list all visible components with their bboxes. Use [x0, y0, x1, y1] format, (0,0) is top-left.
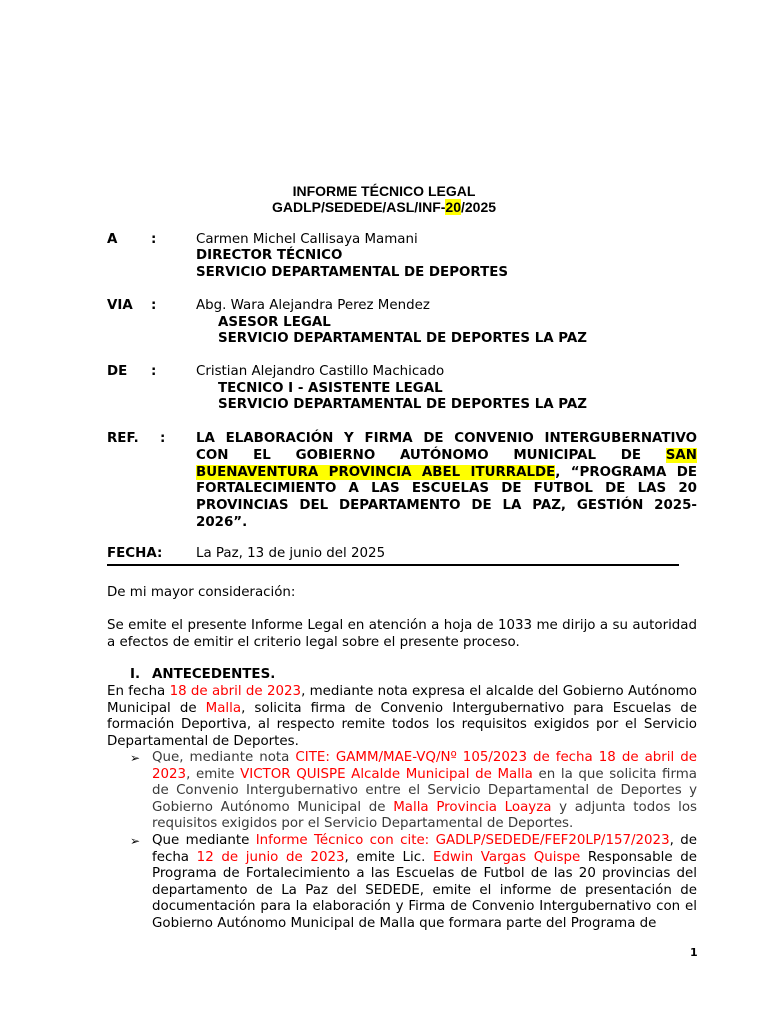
b2-date: 12 de junio de 2023 — [196, 849, 345, 865]
b2-text-1: Que mediante — [152, 833, 256, 848]
via-org: SERVICIO DEPARTAMENTAL DE DEPORTES LA PAZ — [218, 331, 587, 346]
code-year: /2025 — [461, 199, 497, 215]
to-role: DIRECTOR TÉCNICO — [196, 248, 343, 263]
document-code — [0, 199, 768, 215]
background-paragraph — [107, 684, 697, 750]
bullet-item — [152, 833, 697, 933]
b1-text-3: en la que solicita firma de Convenio Intergubernativo entre el Servicio Departamental de Deportes y Gobierno Autónomo Municipal de — [152, 766, 698, 815]
p1-date: 18 de abril de 2023 — [169, 684, 302, 699]
code-number-highlight: 20 — [445, 199, 461, 215]
from-name: Cristian Alejandro Castillo Machicado — [196, 364, 445, 379]
via-label: VIA — [107, 298, 133, 313]
ref-label: REF. — [107, 431, 139, 446]
b2-text-2: , de fecha — [152, 833, 697, 865]
bullet-arrow-icon: ➢ — [130, 751, 141, 765]
b1-cite: CITE: GAMM/MAE-VQ/Nº 105/2023 de fecha 18 de abril de 2023 — [152, 750, 697, 782]
to-org: SERVICIO DEPARTAMENTAL DE DEPORTES — [196, 265, 509, 280]
document-title: INFORME TÉCNICO LEGAL — [292, 183, 476, 199]
ref-text-start: LA ELABORACIÓN Y FIRMA DE CONVENIO INTERGUBERNATIVO CON EL GOBIERNO AUTÓNOMO MUNICIPAL DE — [196, 431, 697, 463]
from-org: SERVICIO DEPARTAMENTAL DE DEPORTES LA PAZ — [218, 397, 587, 412]
ref-text-end: , “PROGRAMA DE FORTALECIMIENTO A LAS ESCUELAS DE FUTBOL DE LAS 20 PROVINCIAS DEL DEPARTAMENTO DE LA PAZ, GESTIÓN 2025-2026”. — [196, 464, 697, 530]
b2-text-4: Responsable de Programa de Fortalecimiento a las Escuelas de Futbol de las 20 provincias del departamento de La Paz del SEDEDE, emite el informe de presentación de documentación para la elaboración y Firma de Convenio Intergubernativo con el Gobierno Autónomo Municipal de Malla que formara parte del Programa de — [152, 849, 697, 931]
p1-text-3: , solicita firma de Convenio Intergubernativo para Escuelas de formación Deportiva, al respecto remite todos los requisitos exigidos por el Servicio Departamental de Deportes. — [107, 700, 697, 749]
b1-text-1: Que, mediante nota — [152, 750, 296, 765]
p1-municipality: Malla — [205, 700, 242, 716]
from-role: TECNICO I - ASISTENTE LEGAL — [218, 381, 443, 396]
via-role: ASESOR LEGAL — [218, 315, 331, 330]
b1-text-4: y adjunta todos los requisitos exigidos por el Servicio Departamental de Deportes. — [152, 799, 697, 832]
to-label: A — [107, 232, 118, 247]
ref-municipality-highlight: SAN BUENAVENTURA PROVINCIA ABEL ITURRALDE — [196, 447, 697, 480]
section-number: I. — [130, 667, 141, 682]
via-name: Abg. Wara Alejandra Perez Mendez — [196, 298, 430, 313]
ref-colon: : — [160, 431, 166, 446]
from-label: DE — [107, 364, 128, 379]
bullet-arrow-icon: ➢ — [130, 834, 141, 848]
header-divider — [107, 564, 679, 566]
b1-mayor: VICTOR QUISPE Alcalde Municipal de Malla — [240, 766, 533, 782]
b1-province: Malla Provincia Loayza — [393, 799, 552, 815]
date-value: La Paz, 13 de junio del 2025 — [196, 546, 386, 561]
code-prefix: GADLP/SEDEDE/ASL/INF- — [271, 199, 446, 215]
to-name: Carmen Michel Callisaya Mamani — [196, 232, 418, 247]
via-colon: : — [151, 298, 157, 313]
p1-text-2: , mediante nota expresa el alcalde del Gobierno Autónomo Municipal de — [107, 684, 698, 716]
b2-person: Edwin Vargas Quispe — [433, 849, 581, 865]
page-number: 1 — [690, 946, 698, 959]
b2-cite: Informe Técnico con cite: GADLP/SEDEDE/FEF20LP/157/2023 — [255, 833, 670, 848]
to-colon: : — [151, 232, 157, 247]
p1-text-1: En fecha — [107, 684, 170, 699]
b2-text-3: , emite Lic. — [344, 849, 434, 865]
b1-text-2: , emite — [186, 766, 241, 782]
section-title: ANTECEDENTES. — [152, 667, 276, 682]
greeting: De mi mayor consideración: — [107, 585, 296, 600]
ref-text — [196, 431, 697, 532]
intro-paragraph: Se emite el presente Informe Legal en atención a hoja de 1033 me dirijo a su autoridad a efectos de emitir el criterio legal sobre el presente proceso. — [107, 618, 697, 650]
date-label: FECHA: — [107, 546, 163, 561]
bullet-item — [152, 750, 697, 833]
from-colon: : — [151, 364, 157, 379]
